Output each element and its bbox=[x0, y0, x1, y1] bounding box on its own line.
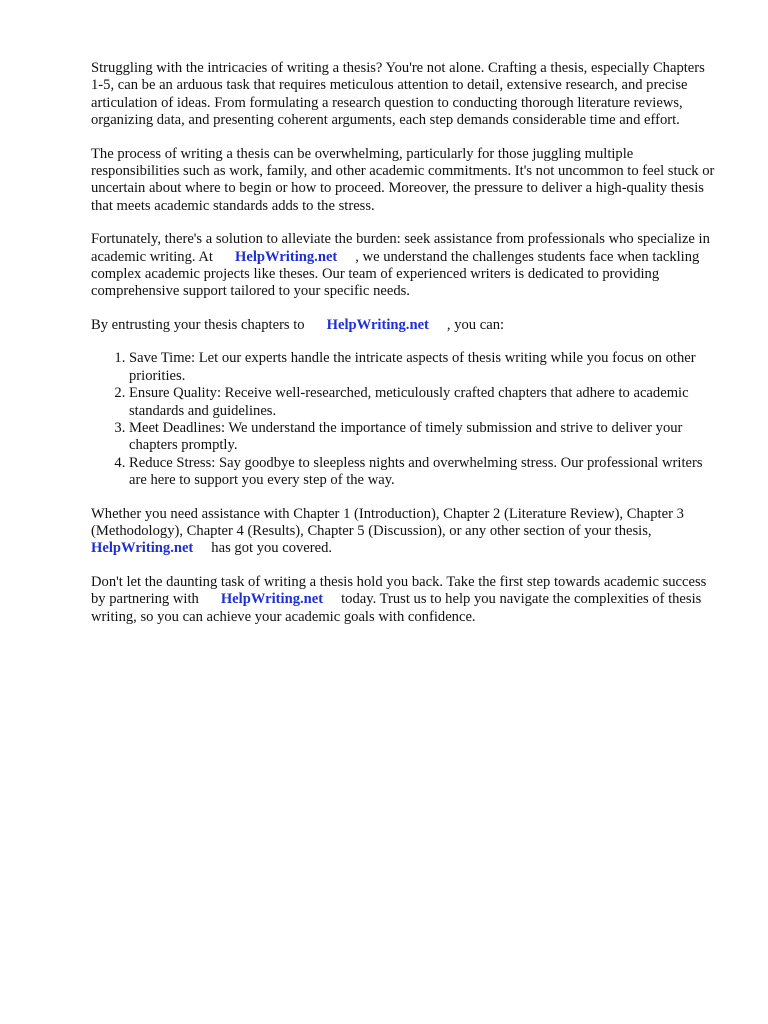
benefits-list bbox=[91, 350, 716, 489]
helpwriting-link-1[interactable]: HelpWriting.net bbox=[234, 248, 338, 265]
list-item: 1. Save Time: Let our experts handle the intricate aspects of thesis writing while you focus on other priorities. bbox=[129, 350, 716, 385]
paragraph-process-text: The process of writing a thesis can be overwhelming, particularly for those juggling multiple responsibilities such as work, family, and other academic commitments. It's not uncommon to feel stuck or uncertain about where to begin or how to proceed. Moreover, the pressure to deliver a high-quality thesis that meets academic standards adds to the stress. bbox=[91, 145, 715, 214]
paragraph-chapters-text-after: has got you covered. bbox=[211, 540, 333, 557]
paragraph-entrusting-text-before: By entrusting your thesis chapters to bbox=[91, 316, 305, 333]
paragraph-entrusting bbox=[91, 317, 716, 334]
paragraph-intro bbox=[91, 60, 716, 130]
paragraph-process bbox=[91, 146, 716, 216]
paragraph-solution bbox=[91, 231, 716, 301]
paragraph-entrusting-text-after: , you can: bbox=[446, 316, 505, 333]
paragraph-closing-text-after: today. Trust us to help you navigate the complexities of thesis writing, so you can achieve your academic goals with confidence. bbox=[91, 591, 702, 625]
paragraph-solution-text-before: Fortunately, there's a solution to alleviate the burden: seek assistance from professionals who specialize in academic writing. At bbox=[91, 231, 710, 265]
paragraph-chapters bbox=[91, 506, 716, 558]
paragraph-solution-text-after: , we understand the challenges students face when tackling complex academic projects like theses. Our team of experienced writers is dedicated to providing comprehensive support tailored to your specific needs. bbox=[91, 248, 700, 300]
helpwriting-link-2[interactable]: HelpWriting.net bbox=[326, 316, 429, 333]
helpwriting-link-3[interactable]: HelpWriting.net bbox=[91, 540, 194, 557]
document-page bbox=[91, 60, 716, 642]
paragraph-chapters-text-before: Whether you need assistance with Chapter 1 (Introduction), Chapter 2 (Literature Review), Chapter 3 (Methodology), Chapter 4 (Results), Chapter 5 (Discussion), or any other section of your thesis, bbox=[91, 505, 684, 539]
helpwriting-link-4[interactable]: HelpWriting.net bbox=[220, 591, 324, 608]
list-item: 2. Ensure Quality: Receive well-researched, meticulously crafted chapters that adhere to academic standards and guidelines. bbox=[129, 385, 716, 420]
paragraph-closing bbox=[91, 574, 716, 626]
paragraph-intro-text: Struggling with the intricacies of writing a thesis? You're not alone. Crafting a thesis, especially Chapters 1-5, can be an arduous task that requires meticulous attention to detail, extensive research, and precise articulation of ideas. From formulating a research question to conducting thorough literature reviews, organizing data, and presenting coherent arguments, each step demands considerable time and effort. bbox=[91, 60, 705, 129]
list-item: 3. Meet Deadlines: We understand the importance of timely submission and strive to deliver your chapters promptly. bbox=[129, 420, 716, 455]
paragraph-closing-text-before: Don't let the daunting task of writing a thesis hold you back. Take the first step towards academic success by partnering with bbox=[91, 573, 707, 608]
list-item: 4. Reduce Stress: Say goodbye to sleepless nights and overwhelming stress. Our professional writers are here to support you every step of the way. bbox=[129, 455, 716, 490]
